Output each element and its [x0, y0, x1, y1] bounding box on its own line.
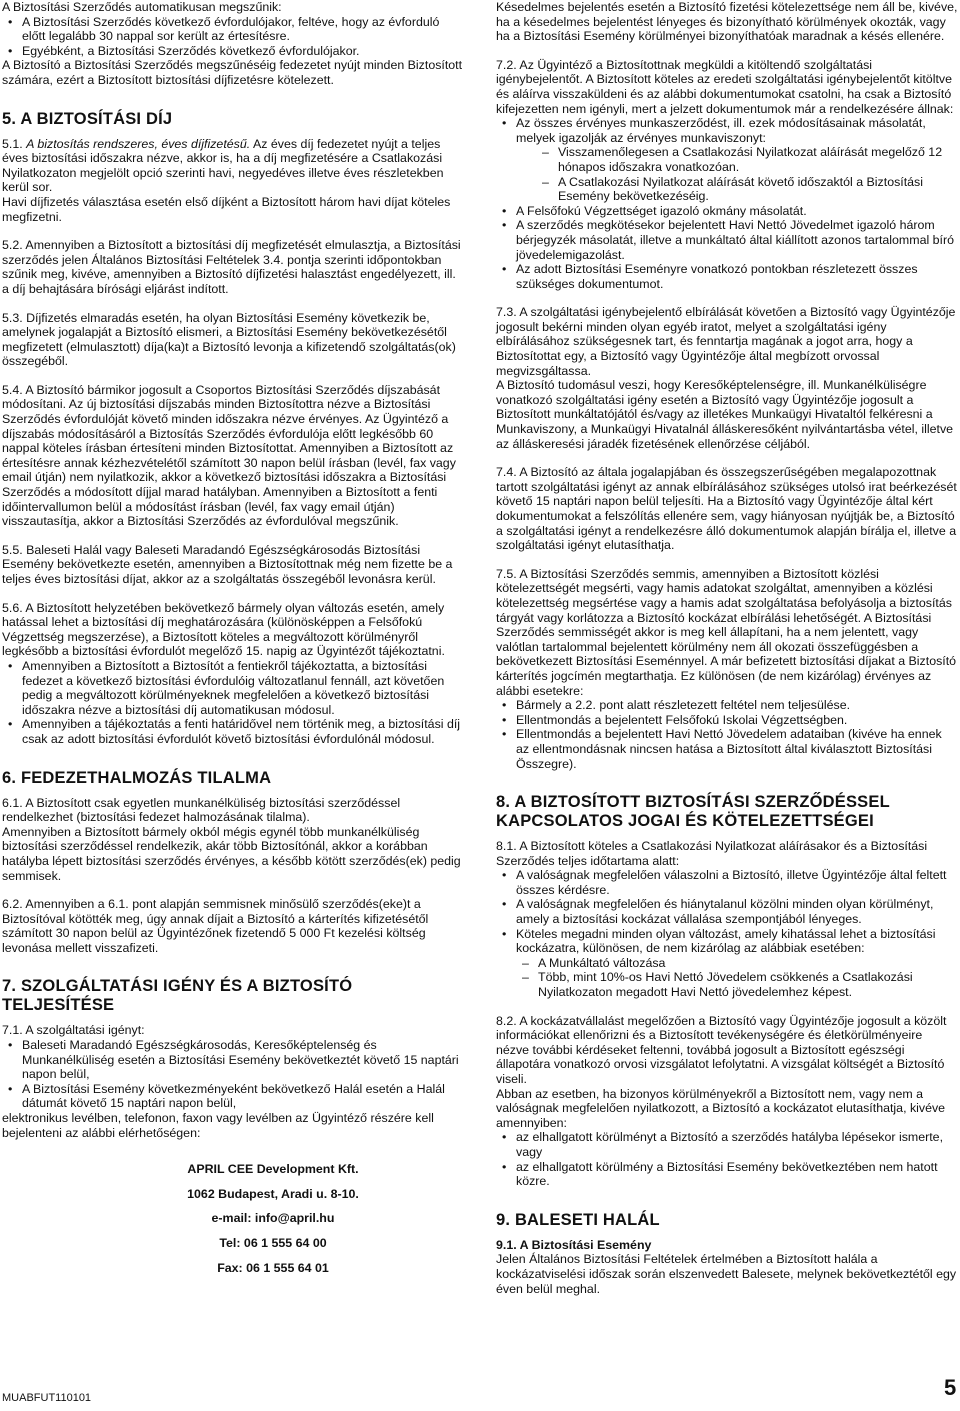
list-item — [496, 116, 958, 204]
clause-5-1-text: Az éves díj fedezetet nyújt a teljes éves biztosítási időszakra nézve, akkor is, ha a díj megfizetésére a Csatlakozási Nyilatkozaton megjelölt opció szerinti havi, negyedéves illetve éves részletekben kerül sor. — [2, 136, 444, 195]
list-item: – A Csatlakozási Nyilatkozat aláírását követő időszaktól a Biztosítási Esemény bekövetkezéséig. — [516, 175, 958, 204]
late-notice-paragraph: Késedelmes bejelentés esetén a Biztosító fizetési kötelezettsége nem áll be, kivéve, ha a késedelmes bejelentést lényeges és bizonyítható körülmények okozták, vagy ha a Biztosítási Esemény körülményei bizonyíthatóak maradnak a késés ellenére. — [496, 0, 958, 44]
intro-bullet-list — [2, 15, 464, 59]
clause-7-2-bullet-list — [496, 116, 958, 291]
clause-5-1-number: 5.1. — [2, 136, 23, 151]
contact-email: e-mail: info@april.hu — [211, 1211, 335, 1226]
clause-5-6-bullet-list — [2, 659, 464, 747]
clause-7-4: 7.4. A Biztosító az általa jogalapjában és összegszerűségében megalapozottnak tartott szolgáltatási igényt az annak elbírálásához szükséges utolsó irat beérkezését követő 15 naptári napon belül teljesíti. Ha a Biztosító vagy Ügyintézője által kért dokumentumokat a felszólítás ellenére sem, vagy hiányosan nyújtják be, a Biztosító a szolgáltatási igényt a rendelkezésre álló dokumentumok alapján bírálja el, illetve a szolgáltatási igényt elutasíthatja. — [496, 465, 957, 553]
list-item: • A Biztosítási Esemény következményeként bekövetkező Halál esetén a Halál dátumát követő 15 naptári napon belül, — [2, 1082, 464, 1111]
clause-5-4: 5.4. A Biztosító bármikor jogosult a Csoportos Biztosítási Szerződés díjszabását módosítani. Az új biztosítási díjszabás minden Biztosítottra nézve a Biztosítási Szerződés évfordulóját követő minden időszakra nézve érvényes. Az Ügyintéző a díjszabás módosításáról a Biztosítás Szerződés évfordulója előtt legkésőbb 60 nappal köteles írásban értesíteni minden Biztosítottat. Amennyiben a Biztosított az értesítésre annak kézhezvételétől számított 30 napon belül írásban (levél, fax vagy email útján) nem nyilatkozik, akkor a következő biztosítási időszakra a Biztosítási Szerződés a módosított díjjal marad hatályban. Amennyiben a Biztosított a fenti időintervallumon belül a módosítást írásban (levél, fax vagy email útján) visszautasítja, akkor a Biztosítási Szerződés az évfordulóval megszűnik. — [2, 382, 456, 529]
list-item: – A Munkáltató változása — [496, 956, 958, 971]
section-8-heading: 8. A BIZTOSÍTOTT BIZTOSÍTÁSI SZERZŐDÉSSEL KAPCSOLATOS JOGAI ÉS KÖTELEZETTSÉGEI — [496, 793, 890, 831]
clause-8-2-bullet-list — [496, 1130, 958, 1188]
contact-address: 1062 Budapest, Aradi u. 8-10. — [187, 1186, 359, 1201]
list-item: • A Felsőfokú Végzettséget igazoló okmány másolatát. — [496, 204, 958, 219]
section-5-heading: 5. A BIZTOSÍTÁSI DÍJ — [2, 109, 173, 128]
list-item: – Visszamenőlegesen a Csatlakozási Nyilatkozat aláírását megelőző 12 hónapos időszakra vonatkozóan. — [516, 145, 958, 174]
list-item: • Amennyiben a tájékoztatás a fenti határidővel nem történik meg, a biztosítási díj csak az adott biztosítási évfordulót követő biztosítási évfordulónál módosul. — [2, 717, 464, 746]
clause-9-1-heading: 9.1. A Biztosítási Esemény — [496, 1237, 652, 1252]
list-item: • az elhallgatott körülmény a Biztosítási Esemény bekövetkeztében nem hatott közre. — [496, 1160, 958, 1189]
clause-7-1-continued: elektronikus levélben, telefonon, faxon vagy levélben az Ügyintéző részére kell bejelenteni az alábbi elérhetőségen: — [2, 1111, 434, 1140]
list-item: • az elhallgatott körülményt a Biztosító a szerződés hatályba lépésekor ismerte, vagy — [496, 1130, 958, 1159]
list-item: • Baleseti Maradandó Egészségkárosodás, Keresőképtelenség és Munkanélküliség esetén a Biztosítási Esemény bekövetkeztét követő 15 naptári napon belül, — [2, 1038, 464, 1082]
list-item-text: Az összes érvényes munkaszerződést, ill. ezek módosításainak másolatát, melyek igazolják az érvényes munkaviszonyt: — [516, 116, 926, 145]
list-item: • A Biztosítási Szerződés következő évfordulójakor, feltéve, hogy az évforduló előtt legalább 30 nappal sor került az értesítésre. — [2, 15, 464, 44]
clause-8-2-continued: Abban az esetben, ha bizonyos körülményekről a Biztosított nem, vagy nem a valóságnak megfelelően nyilatkozott, a Biztosító a kockázatot elutasíthatja, kivéve amennyiben: — [496, 1086, 946, 1130]
clause-5-1 — [2, 137, 464, 195]
clause-7-3: 7.3. A szolgáltatási igénybejelentő elbírálását követően a Biztosító vagy Ügyintézője jogosult bekérni minden olyan egyéb iratot, melyet a szolgáltatási igény elbírálásához szükségesnek tart, és fenntartja magának a jogot arra, hogy a Biztosítottat egy, a Biztosító vagy Ügyintézője által megbízott orvossal megvizsgáltassa. — [496, 305, 956, 378]
clause-7-1: 7.1. A szolgáltatási igényt: — [2, 1023, 145, 1038]
list-item: • Köteles megadni minden olyan változást, amely kihatással lehet a biztosítási kockázatra, különösen, de nem kizárólag az alábbiak esetében: — [496, 927, 958, 956]
section-6-heading: 6. FEDEZETHALMOZÁS TILALMA — [2, 768, 272, 787]
list-item: • A valóságnak megfelelően és hiánytalanul közölni minden olyan körülményt, amely a biztosítási kockázat vállalása szempontjából lényeges. — [496, 897, 958, 926]
clause-6-1: 6.1. A Biztosított csak egyetlen munkanélküliség biztosítási szerződéssel rendelkezhet (biztosítási fedezet halmozásának tilalma). — [2, 795, 401, 825]
clause-7-5-bullet-list — [496, 698, 958, 771]
intro-paragraph: A Biztosítási Szerződés automatikusan megszűnik: — [2, 0, 282, 14]
clause-5-5: 5.5. Baleseti Halál vagy Baleseti Maradandó Egészségkárosodás Biztosítási Esemény bekövetkezte esetén, amennyiben a Biztosítottnak még nem fizette be a teljes éves biztosítási díjat, akkor az a szolgáltatás összegéből levonásra kerül. — [2, 542, 453, 586]
sub-dash-list — [516, 145, 958, 203]
clause-7-3-continued: A Biztosító tudomásul veszi, hogy Keresőképtelenségre, ill. Munkanélküliségre vonatkozó szolgáltatási igény esetén a Biztosító vagy Ügyintézője jogosult a Biztosított munkáltatójától és/vagy az illetékes Munkaügyi Hivataltól felkéresni a Munkaviszony, a Munkaügyi Hivatalnál álláskeresőként nyilvántartásba vétel, illetve az álláskeresési járadék fizetésének ellenőrzése céljából. — [496, 378, 954, 451]
left-column — [2, 0, 464, 1285]
clause-8-1-bullet-list — [496, 868, 958, 956]
page-number: 5 — [944, 1375, 957, 1400]
document-code: MUABFUT110101 — [2, 1392, 92, 1404]
clause-8-1: 8.1. A Biztosított köteles a Csatlakozási Nyilatkozat aláírásakor és a Biztosítási Szerződés teljes időtartama alatt: — [496, 839, 928, 868]
list-item: • A szerződés megkötésekor bejelentett Havi Nettó Jövedelmet igazoló három bérjegyzék másolatát, illetve a munkáltató által kiállított azonos tartalommal bíró jövedelemigazolást. — [496, 218, 958, 262]
section-7-heading: 7. SZOLGÁLTATÁSI IGÉNY ÉS A BIZTOSÍTÓ TELJESÍTÉSE — [2, 977, 353, 1015]
clause-5-1-lead: A biztosítás rendszeres, éves díjfizetésű. — [26, 136, 251, 151]
clause-6-1-continued: Amennyiben a Biztosított bármely okból mégis egynél több munkanélküliség biztosítási szerződéssel rendelkezik, akár több Biztosítónál, akkor a korábban hatályba lépett biztosítási szerződés érvényes, a később kötött szerződés(ek) pedig semmisek. — [2, 824, 461, 883]
contact-phone: Tel: 06 1 555 64 00 — [219, 1236, 327, 1250]
clause-8-1-dash-list — [496, 956, 958, 1000]
clause-9-1: Jelen Általános Biztosítási Feltételek értelmében a Biztosított halála a kockázatviselési időszak során elszenvedett Balesete, melynek bekövetkeztétől egy éven belül meghal. — [496, 1252, 957, 1296]
clause-7-1-bullet-list — [2, 1038, 464, 1111]
contact-company: APRIL CEE Development Kft. — [187, 1162, 359, 1177]
section-9-heading: 9. BALESETI HALÁL — [496, 1210, 660, 1229]
clause-7-2: 7.2. Az Ügyintéző a Biztosítottnak megküldi a kitöltendő szolgáltatási igénybejelentőt. A Biztosított köteles az eredeti szolgáltatási igénybejelentőt kitöltve és aláírva visszaküldeni és az alábbi dokumentumokat csatolni, ha csak a Biztosító kifejezetten nem igényli, mert a jelzett dokumentumok már a rendelkezésére állnak: — [496, 57, 954, 116]
list-item: • Ellentmondás a bejelentett Felsőfokú Iskolai Végzettségben. — [496, 713, 958, 728]
clause-8-2: 8.2. A kockázatvállalást megelőzően a Biztosító vagy Ügyintézője jogosult a közölt információkat ellenőrizni és a Biztosított tevékenységére és életkörülményeire nézve további kérdéseket feltenni, továbbá jogosult a Biztosított egészségi állapotára vonatkozó orvosi vizsgálatot lefolytatni. A vizsgálat költségét a Biztosító viseli. — [496, 1013, 947, 1086]
contact-fax: Fax: 06 1 555 64 01 — [217, 1260, 329, 1275]
list-item: • Egyébként, a Biztosítási Szerződés következő évfordulójakor. — [2, 44, 464, 59]
list-item: • Ellentmondás a bejelentett Havi Nettó Jövedelem adataiban (kivéve ha ennek az ellentmondásnak nincsen hatása a Biztosított által kiválasztott Biztosítási Összegre). — [496, 727, 958, 771]
list-item: • Bármely a 2.2. pont alatt részletezett feltétel nem teljesülése. — [496, 698, 958, 713]
clause-7-5: 7.5. A Biztosítási Szerződés semmis, amennyiben a Biztosított közlési kötelezettségét megsérti, vagy hamis adatokat szolgáltat, amennyiben a közlési kötelezettség megsértése vagy a hamis adat szolgáltatása befolyásolja a biztosítás tárgyát vagy korlátozza a Biztosító kockázat elbírálási lehetőségét. A Biztosítási Szerződés semmisségét akkor is meg kell állapítani, ha a nem jelentett, vagy valótlan tartalommal bejelentett körülmény nem áll okozati összefüggésben a bekövetkezett Biztosítási Eseménnyel. A már befizetett biztosítási díjakat a Biztosító kárterítés jogcímén megtarthatja. Ez különösen (de nem kizárólag) érvényes az alábbi esetekre: — [496, 566, 957, 698]
clause-5-2: 5.2. Amennyiben a Biztosított a biztosítási díj megfizetését elmulasztja, a Biztosítási szerződés jelen Általános Biztosítási Feltételek 3.4. pontja szerinti időpontokban szűnik meg, kivéve, amennyiben a Biztosító díjfizetési halasztást engedélyezett, ill. a díj behajtására bírósági eljárást indított. — [2, 238, 461, 296]
list-item: • Amennyiben a Biztosított a Biztosítót a fentiekről tájékoztatta, a biztosítási fedezet a következő biztosítási évfordulóig változatlanul fennáll, azt követően pedig a megváltozott körülményeknek megfelelően a következő biztosítási időszakra nézve a biztosítási díj automatikusan módosul. — [2, 659, 464, 717]
intro-paragraph: A Biztosító a Biztosítási Szerződés megszűnéséig fedezetet nyújt minden Biztosított számára, ezért a Biztosított biztosítási díjfizetésre kötelezett. — [2, 58, 463, 87]
clause-5-1-continued: Havi díjfizetés választása esetén első díjként a Biztosított három havi díjat köteles megfizetni. — [2, 194, 451, 224]
clause-6-2: 6.2. Amennyiben a 6.1. pont alapján semmisnek minősülő szerződés(eke)t a Biztosítóval kötötték meg, úgy annak díjait a Biztosító a kárterítés kifizetésétől számított 30 napon belül az Ügyintézőnek fizetendő 5 000 Ft kezelési költség levonása mellett visszafizeti. — [2, 897, 429, 955]
list-item: • Az adott Biztosítási Eseményre vonatkozó pontokban részletezett összes szükséges dokumentumot. — [496, 262, 958, 291]
right-column — [496, 0, 958, 1296]
clause-5-6: 5.6. A Biztosított helyzetében bekövetkező bármely olyan változás esetén, amely hatással lehet a biztosítási díj meghatározására (különösképpen a Felsőfokú Végzettség megszerzése), a Biztosított köteles a megváltozott körülményről legkésőbb a biztosítási évfordulót megelőző 15. napig az Ügyintézőt tájékoztatni. — [2, 600, 445, 659]
list-item: • A valóságnak megfelelően válaszolni a Biztosító, illetve Ügyintézője által feltett összes kérdésre. — [496, 868, 958, 897]
clause-5-3: 5.3. Díjfizetés elmaradás esetén, ha olyan Biztosítási Esemény következik be, amelynek jogalapját a Biztosító elismeri, a Biztosítási Esemény bekövetkezésétől megfizetett (elmulasztott) díja(ka)t a Biztosító levonja a kifizetendő szolgáltatás(ok) összegéből. — [2, 310, 456, 369]
list-item: – Több, mint 10%-os Havi Nettó Jövedelem csökkenés a Csatlakozási Nyilatkozaton megadott Havi Nettó jövedelemhez képest. — [496, 970, 958, 999]
contact-block — [2, 1162, 464, 1275]
